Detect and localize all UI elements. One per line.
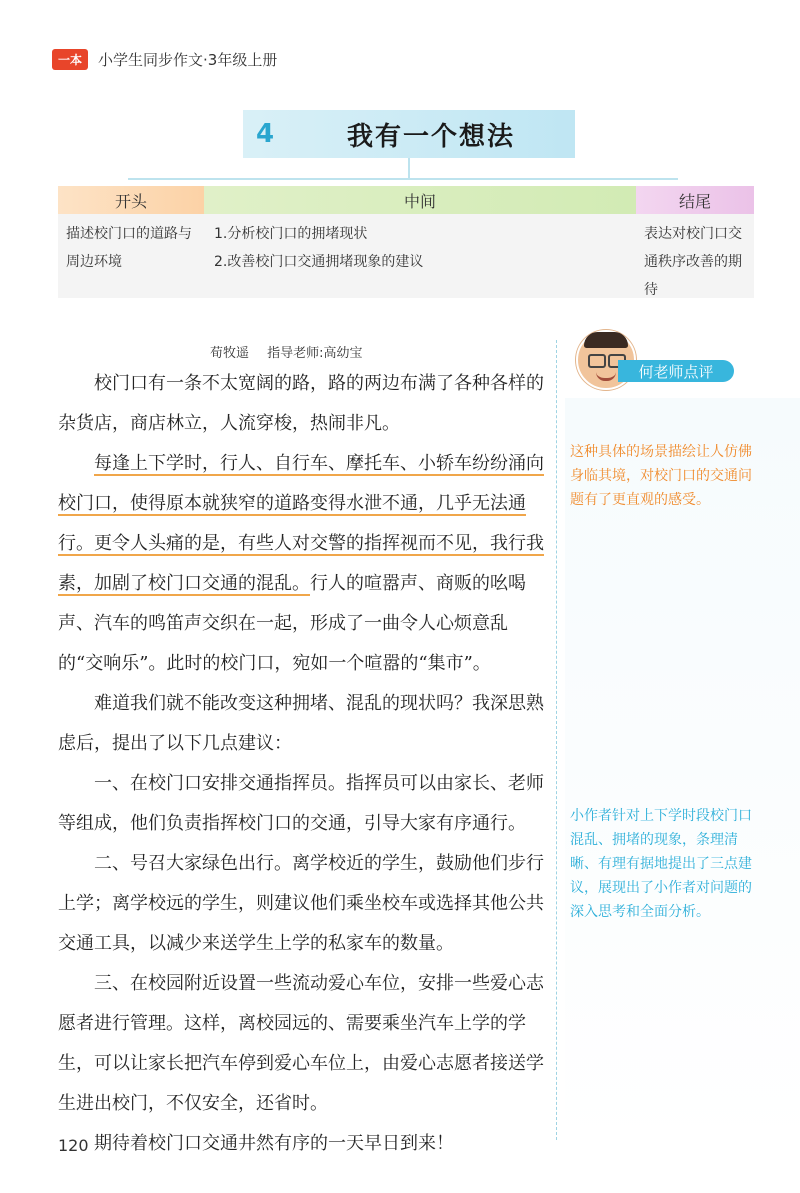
byline — [210, 342, 377, 361]
essay-paragraph: 期待着校门口交通井然有序的一天早日到来！ — [94, 1133, 454, 1154]
essay-paragraph — [58, 444, 544, 684]
teacher-name: 指导老师:高幼宝 — [267, 346, 363, 361]
brand-logo: 一本 — [52, 49, 88, 70]
essay-outline — [58, 186, 754, 298]
book-title: 小学生同步作文·3年级上册 — [98, 50, 278, 69]
outline-ending-heading: 结尾 — [636, 186, 754, 214]
chapter-title-box — [243, 110, 575, 158]
outline-beginning — [58, 186, 204, 298]
sidebar-divider — [556, 340, 557, 1140]
author-name: 荀牧遥 — [210, 346, 250, 361]
outline-beginning-text: 描述校门口的道路与周边环境 — [66, 226, 192, 270]
teacher-comment: 小作者针对上下学时段校门口混乱、拥堵的现象，条理清晰、有理有据地提出了三点建议，展现出了小作者对问题的深入思考和全面分析。 — [570, 808, 752, 920]
teacher-comment-badge: 何老师点评 — [618, 360, 734, 382]
essay-paragraph: 二、号召大家绿色出行。离学校近的学生，鼓励他们步行上学；离学校远的学生，则建议他们乘坐校车或选择其他公共交通工具，以减少来送学生上学的私家车的数量。 — [58, 853, 544, 954]
outline-middle-item: 1.分析校门口的拥堵现状 — [214, 226, 368, 242]
outline-connector-stem — [408, 158, 410, 180]
outline-middle — [204, 186, 636, 298]
outline-connector-line — [128, 178, 678, 180]
essay-paragraph: 校门口有一条不太宽阔的路，路的两边布满了各种各样的杂货店，商店林立，人流穿梭，热闹非凡。 — [58, 373, 544, 434]
teacher-comment: 这种具体的场景描绘让人仿佛身临其境，对校门口的交通问题有了更直观的感受。 — [570, 444, 752, 508]
chapter-number: 4 — [255, 119, 275, 149]
outline-middle-heading: 中间 — [204, 186, 636, 214]
essay-text: 行人的喧嚣声、商贩的吆喝声、汽车的鸣笛声交织在一起，形成了一曲令人心烦意乱的“交响乐”。此时的校门口，宛如一个喧嚣的“集市”。 — [58, 573, 526, 674]
page-number: 120 — [58, 1136, 89, 1155]
chapter-title: 我有一个想法 — [346, 121, 515, 152]
essay-paragraph: 三、在校园附近设置一些流动爱心车位，安排一些爱心志愿者进行管理。这样，离校园远的、需要乘坐汽车上学的学生，可以让家长把汽车停到爱心车位上，由爱心志愿者接送学生进出校门，不仅安全，还省时。 — [58, 973, 544, 1114]
essay-body — [58, 364, 544, 1164]
outline-ending-text: 表达对校门口交通秩序改善的期待 — [644, 226, 742, 298]
highlighted-passage: 每逢上下学时，行人、自行车、摩托车、小轿车纷纷涌向校门口，使得原本就狭窄的道路变得水泄不通，几乎无法通行。更令人头痛的是，有些人对交警的指挥视而不见，我行我素，加剧了校门口交通的混乱。 — [58, 453, 544, 594]
essay-paragraph: 难道我们就不能改变这种拥堵、混乱的现状吗？我深思熟虑后，提出了以下几点建议： — [58, 693, 544, 754]
page-header — [52, 48, 277, 70]
outline-ending — [636, 186, 754, 298]
essay-paragraph: 一、在校门口安排交通指挥员。指挥员可以由家长、老师等组成，他们负责指挥校门口的交通，引导大家有序通行。 — [58, 773, 544, 834]
outline-beginning-heading: 开头 — [58, 186, 204, 214]
outline-middle-item: 2.改善校门口交通拥堵现象的建议 — [214, 254, 424, 270]
